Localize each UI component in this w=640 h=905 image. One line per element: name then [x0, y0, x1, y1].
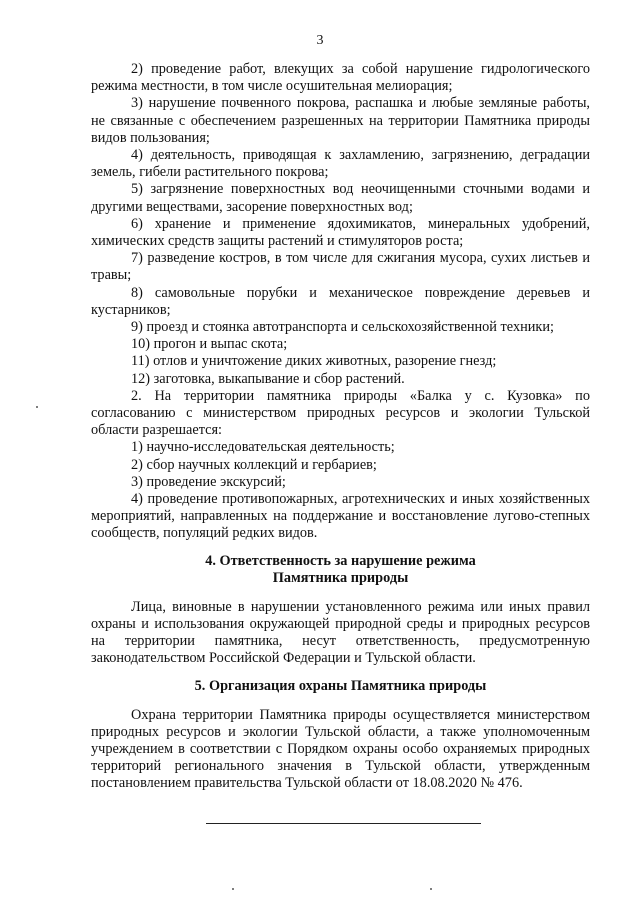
list-item: 2) сбор научных коллекций и гербариев; [131, 456, 377, 473]
section-4-heading-line-2: Памятника природы [272, 569, 409, 586]
list-item: 4) проведение противопожарных, агротехнических и иных хозяйственных мероприятий, направленных на поддержание и восстановление лугово-степных сообществ, популяций редких видов. [91, 491, 590, 542]
list-item: 2) проведение работ, влекущих за собой нарушение гидрологического режима местности, в том числе осушительная мелиорация; [91, 61, 590, 95]
scan-speck [36, 406, 38, 408]
list-item: 5) загрязнение поверхностных вод неочищенными сточными водами и другими веществами, засорение поверхностных вод; [91, 181, 590, 215]
scan-speck [430, 888, 432, 890]
list-item: 12) заготовка, выкапывание и сбор растений. [131, 370, 405, 387]
list-item: 3) нарушение почвенного покрова, распашка и любые земляные работы, не связанные с обеспечением разрешенных на территории Памятника природы видов пользования; [91, 95, 590, 146]
list-item: 10) прогон и выпас скота; [131, 336, 288, 353]
list-item: 4) деятельность, приводящая к захламлению, загрязнению, деградации земель, гибели растительного покрова; [91, 147, 590, 181]
list-item: 7) разведение костров, в том числе для сжигания мусора, сухих листьев и травы; [91, 250, 590, 284]
list-item: 3) проведение экскурсий; [131, 473, 286, 490]
section-5-text: Охрана территории Памятника природы осуществляется министерством природных ресурсов и экологии Тульской области, а также уполномоченным учреждением в соответствии с Порядком охраны особо охраняемых природных территорий регионального значения в Тульской области, утвержденным постановлением правительства Тульской области от 18.08.2020 № 476. [91, 706, 590, 792]
section-4-heading-line-1: 4. Ответственность за нарушение режима [205, 552, 476, 569]
closing-divider [206, 823, 481, 824]
section-5-heading: 5. Организация охраны Памятника природы [194, 677, 487, 694]
document-body [91, 61, 590, 793]
list-item: 9) проезд и стоянка автотранспорта и сельскохозяйственной техники; [131, 319, 554, 336]
page-number: 3 [316, 33, 324, 48]
list-item: 11) отлов и уничтожение диких животных, разорение гнезд; [131, 353, 497, 370]
list-item: 2. На территории памятника природы «Балка у с. Кузовка» по согласованию с министерством природных ресурсов и экологии Тульской области разрешается: [91, 387, 590, 439]
list-item: 6) хранение и применение ядохимикатов, минеральных удобрений, химических средств защиты растений и стимуляторов роста; [91, 215, 590, 250]
list-item: 1) научно-исследовательская деятельность; [131, 439, 395, 456]
list-item: 8) самовольные порубки и механическое повреждение деревьев и кустарников; [91, 284, 590, 318]
scan-speck [232, 888, 234, 890]
section-4-text: Лица, виновные в нарушении установленного режима или иных правил охраны и использования окружающей природной среды и природных ресурсов на территории памятника, несут ответственность, предусмотренную законодательством Российской Федерации и Тульской области. [91, 598, 590, 667]
